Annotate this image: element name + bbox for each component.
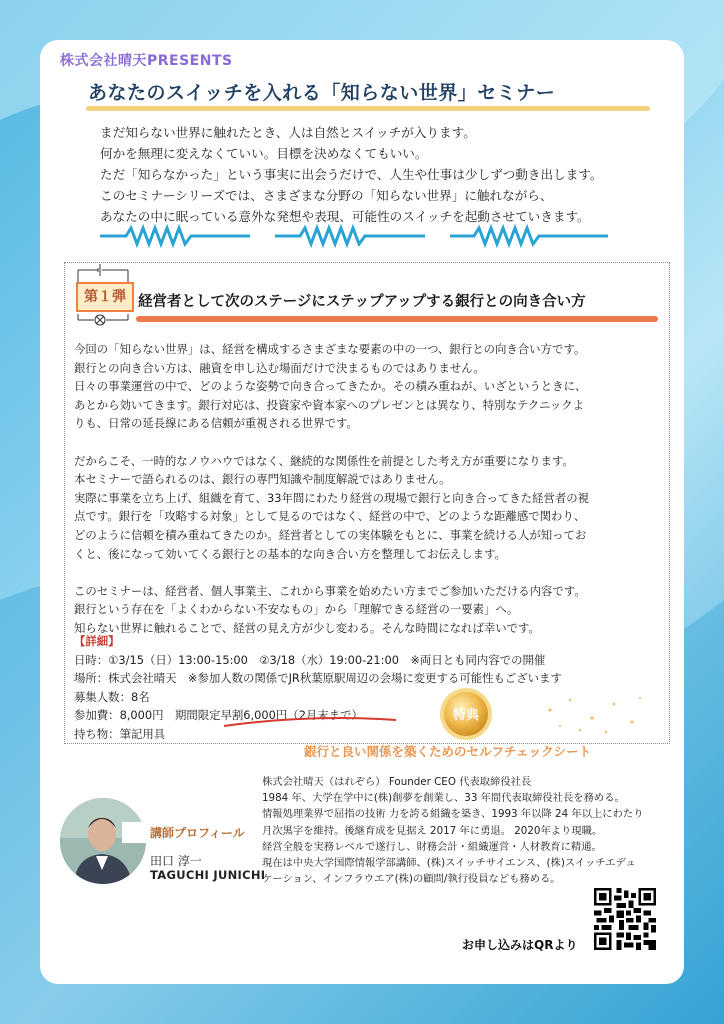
intro-line: まだ知らない世界に触れたとき、人は自然とスイッチが入ります。 bbox=[100, 125, 476, 140]
paragraph-gap bbox=[74, 433, 658, 452]
details-items: 持ち物：筆記用具 bbox=[74, 726, 166, 741]
presenter-label: 株式会社晴天PRESENTS bbox=[60, 53, 233, 69]
page-title: あなたのスイッチを入れる「知らない世界」セミナー bbox=[88, 82, 556, 104]
intro-line: ただ「知らなかった」という事実に出会うだけで、人生や仕事は少しずつ動き出します。 bbox=[100, 167, 603, 182]
body-line: 銀行との向き合い方は、融資を申し込む場面だけで決まるものではありません。 bbox=[74, 360, 485, 375]
title-underline bbox=[86, 106, 650, 111]
apply-instruction: お申し込みはQRより bbox=[462, 938, 578, 952]
sparkle-decoration bbox=[540, 690, 650, 740]
section-title: 経営者として次のステージにステップアップする銀行との向き合い方 bbox=[138, 294, 586, 310]
bio-line: 月次黒字を維持。後継育成を見据え 2017 年に勇退。 2020年より現職。 bbox=[262, 824, 603, 837]
bio-line: 経営全般を実務レベルで遂行し、財務会計・組織運営・人材教育に精通。 bbox=[262, 840, 602, 853]
intro-text bbox=[100, 122, 660, 227]
intro-line: あなたの中に眠っている意外な発想や表現、可能性のスイッチを起動させていきます。 bbox=[100, 209, 590, 224]
details-capacity: 募集人数：8名 bbox=[74, 689, 150, 704]
paragraph-gap bbox=[74, 563, 658, 582]
section-underline bbox=[136, 316, 658, 322]
bonus-label: 銀行と良い関係を築くためのセルフチェックシート bbox=[304, 744, 592, 759]
details-place: 場所：株式会社晴天 ※参加人数の関係でJR秋葉原駅周辺の会場に変更する可能性もございます bbox=[74, 671, 562, 686]
bio-line: 情報処理業界で屈指の技術 力を誇る組織を築き、1993 年以降 24 年以上にわたり bbox=[262, 808, 644, 821]
body-line: 知らない世界に触れることで、経営の見え方が少し変わる。そんな時間になれば幸いです。 bbox=[74, 620, 540, 635]
body-line: あとから効いてきます。銀行対応は、投資家や資本家へのプレゼンとは異なり、特別なテクニックよ bbox=[74, 397, 585, 412]
zigzag-wave-icon bbox=[100, 224, 640, 248]
speaker-name-en: TAGUCHI JUNICHI bbox=[150, 868, 266, 882]
seminar-description bbox=[74, 340, 658, 638]
bio-line: 株式会社晴天（はれぞら） Founder CEO 代表取締役社長 bbox=[262, 776, 532, 788]
series-badge: 第１弾 bbox=[76, 282, 134, 312]
body-line: りも、日常の延長線にある信頼が重視される世界です。 bbox=[74, 416, 358, 431]
medal-icon bbox=[438, 686, 494, 742]
body-line: 実際に事業を立ち上げ、組織を育て、33年間にわたり経営の現場で銀行と向き合ってきた経営者の視 bbox=[74, 490, 590, 505]
body-line: だからこそ、一時的なノウハウではなく、継続的な関係性を前提とした考え方が重要になります。 bbox=[74, 453, 574, 468]
body-line: 銀行という存在を「よくわからない不安なもの」から「理解できる経営の一要素」へ。 bbox=[74, 602, 519, 617]
speaker-profile-label: 講師プロフィール bbox=[122, 822, 251, 843]
speaker-bio bbox=[262, 774, 644, 887]
bio-line: 現在は中央大学国際情報学部講師、(株)スイッチサイエンス、(株)スイッチエデュ bbox=[262, 857, 636, 870]
bonus-badge: 特典 bbox=[452, 708, 480, 723]
body-line: 本セミナーで語られるのは、銀行の専門知識や制度解説ではありません。 bbox=[74, 472, 451, 487]
bio-line: 1984 年、大学在学中に(株)創夢を創業し、33 年間代表取締役社長を務める。 bbox=[262, 792, 625, 805]
bio-line: ケーション、インフラウエア(株)の顧問/執行役員なども務める。 bbox=[262, 873, 561, 886]
body-line: 日々の事業運営の中で、どのような姿勢で向き合ってきたか。その積み重ねが、いざというときに、 bbox=[74, 379, 587, 394]
intro-line: 何かを無理に変えなくていい。目標を決めなくてもいい。 bbox=[100, 146, 428, 161]
details-date: 日時：①3/15（日）13:00-15:00 ②3/18（水）19:00-21:00 ※両日とも同内容での開催 bbox=[74, 652, 546, 667]
qr-code[interactable] bbox=[594, 888, 656, 950]
body-line: くと、後になって効いてくる銀行との基本的な向き合い方を整理してお伝えします。 bbox=[74, 546, 506, 561]
intro-line: このセミナーシリーズでは、さまざまな分野の「知らない世界」に触れながら、 bbox=[100, 188, 553, 203]
body-line: このセミナーは、経営者、個人事業主、これから事業を始めたい方までご参加いただける内容です。 bbox=[74, 583, 586, 598]
speaker-name-jp: 田口 淳一 bbox=[150, 854, 202, 868]
details-heading: 【詳細】 bbox=[74, 634, 120, 648]
body-line: 点です。銀行を「攻略する対象」として見るのではなく、経営の中で、どのような距離感で関わり、 bbox=[74, 509, 586, 524]
details-fee: 参加費：8,000円 期間限定早割6,000円（2月末まで） bbox=[74, 708, 363, 723]
body-line: どのように信頼を積み重ねてきたのか。経営者としての実体験をもとに、事業を続ける人が知ってお bbox=[74, 527, 587, 542]
body-line: 今回の「知らない世界」は、経営を構成するさまざまな要素の中の一つ、銀行との向き合い方です。 bbox=[74, 342, 586, 356]
fee-underline-swoosh bbox=[220, 712, 400, 732]
